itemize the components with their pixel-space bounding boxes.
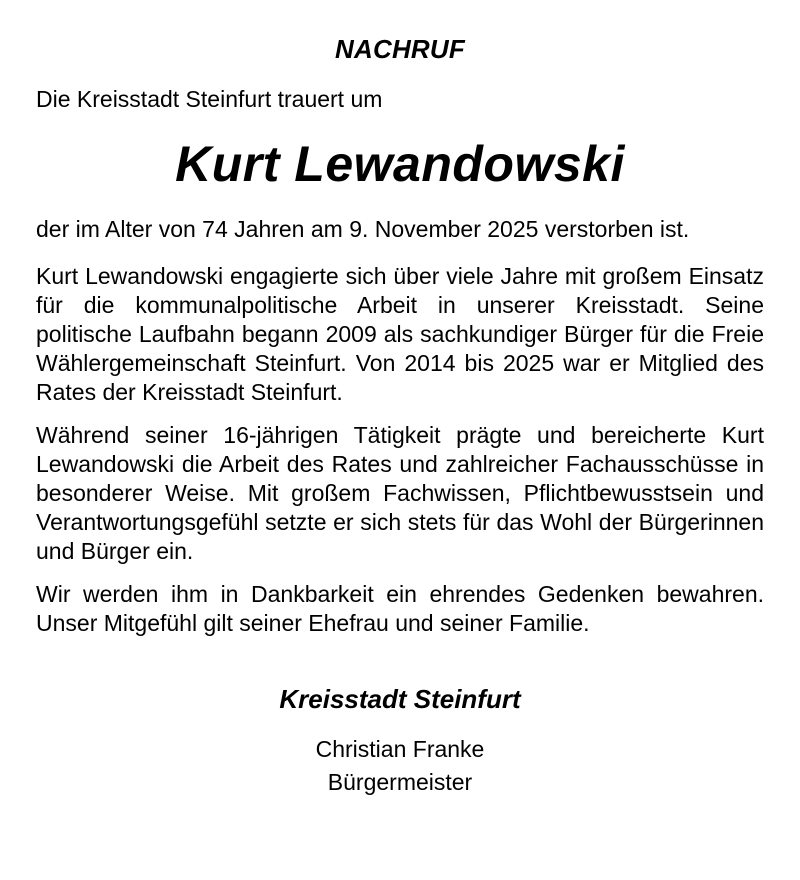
signer-name: Christian Franke: [315, 736, 485, 762]
age-death-line: der im Alter von 74 Jahren am 9. November 2025 verstorben ist.: [36, 216, 690, 242]
notice-heading: NACHRUF: [335, 34, 465, 64]
paragraph-career: Kurt Lewandowski engagierte sich über viele Jahre mit großem Einsatz für die kommunalpolitische Arbeit in unserer Kreisstadt. Seine politische Laufbahn begann 2009 als sachkundiger Bürger für die Freie Wählergemeinschaft Steinfurt. Von 2014 bis 2025 war er Mitglied des Rates der Kreisstadt Steinfurt.: [36, 263, 764, 405]
signer-role: Bürgermeister: [327, 769, 473, 795]
intro-line: Die Kreisstadt Steinfurt trauert um: [36, 86, 383, 112]
paragraph-tribute: Während seiner 16-jährigen Tätigkeit prägte und bereicherte Kurt Lewandowski die Arbeit des Rates und zahlreicher Fachausschüsse in besonderer Weise. Mit großem Fachwissen, Pflichtbewusstsein und Verantwortungsgefühl setzte er sich stets für das Wohl der Bürgerinnen und Bürger ein.: [36, 422, 764, 564]
deceased-name: Kurt Lewandowski: [175, 136, 625, 192]
organization-name: Kreisstadt Steinfurt: [279, 684, 521, 714]
paragraph-condolence: Wir werden ihm in Dankbarkeit ein ehrendes Gedenken bewahren. Unser Mitgefühl gilt seiner Ehefrau und seiner Familie.: [36, 581, 764, 636]
